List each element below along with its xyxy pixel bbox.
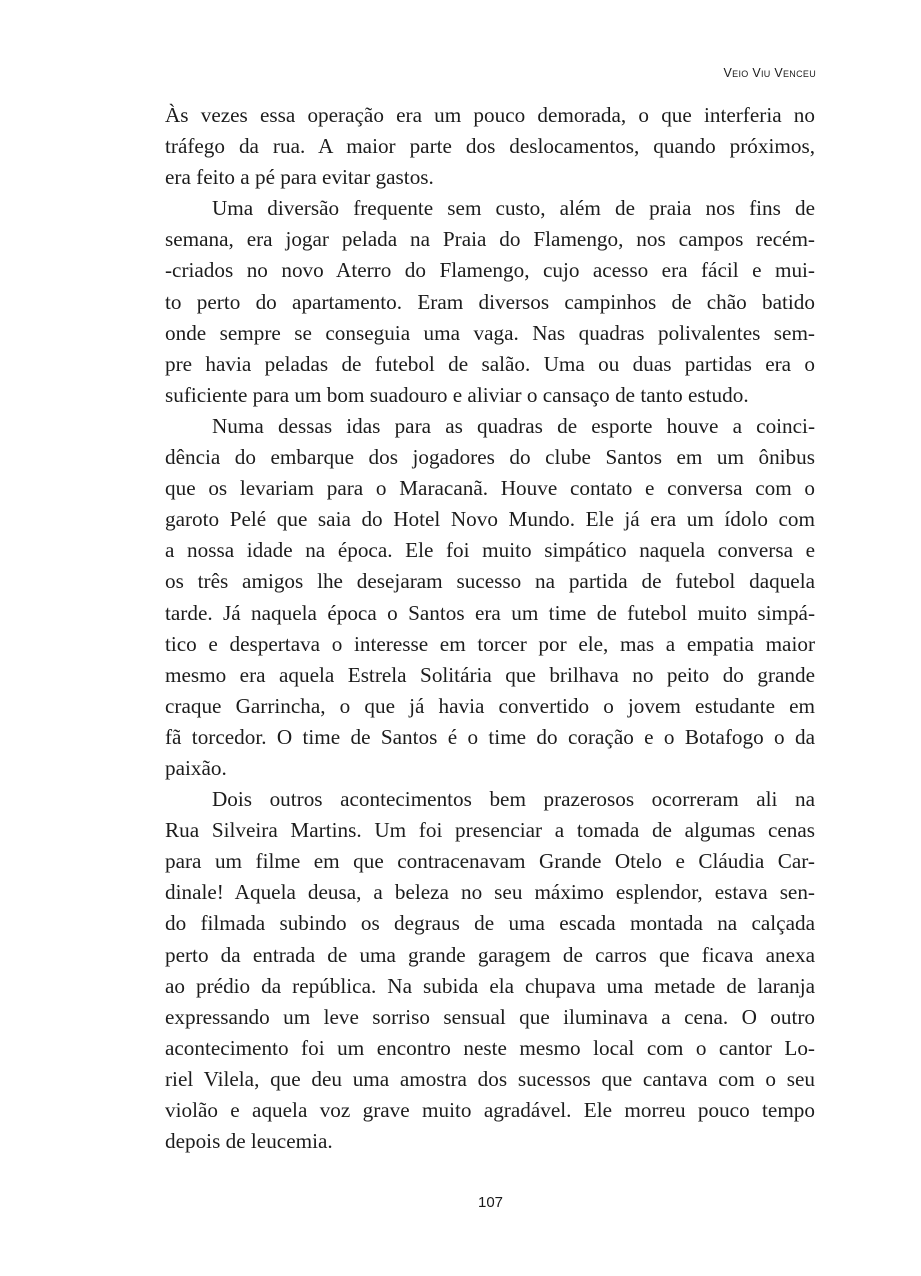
- text-line: dinale! Aquela deusa, a beleza no seu máximo esplendor, estava sen-: [165, 880, 815, 905]
- text-line: os três amigos lhe desejaram sucesso na partida de futebol daquela: [165, 569, 815, 594]
- text-line: violão e aquela voz grave muito agradável. Ele morreu pouco tempo: [165, 1098, 815, 1122]
- text-line: para um filme em que contracenavam Grande Otelo e Cláudia Car-: [165, 849, 815, 874]
- text-line: ao prédio da república. Na subida ela chupava uma metade de laranja: [165, 973, 815, 998]
- text-line: acontecimento foi um encontro neste mesmo local com o cantor Lo-: [165, 1035, 815, 1060]
- text-line: riel Vilela, que deu uma amostra dos sucessos que cantava com o seu: [165, 1066, 815, 1091]
- text-line: expressando um leve sorriso sensual que iluminava a cena. O outro: [165, 1004, 815, 1029]
- text-line: to perto do apartamento. Eram diversos campinhos de chão batido: [165, 289, 815, 314]
- text-line: perto da entrada de uma grande garagem de carros que ficava anexa: [165, 942, 815, 967]
- running-head: Veio Viu Venceu: [723, 66, 816, 80]
- text-line: Às vezes essa operação era um pouco demorada, o que interferia no: [165, 103, 815, 127]
- page-number: 107: [477, 1194, 504, 1211]
- text-line: a nossa idade na época. Ele foi muito simpático naquela conversa e: [165, 538, 815, 563]
- text-line: Rua Silveira Martins. Um foi presenciar a tomada de algumas cenas: [165, 818, 815, 843]
- text-line: -criados no novo Aterro do Flamengo, cujo acesso era fácil e mui-: [165, 258, 815, 283]
- text-line: tarde. Já naquela época o Santos era um time de futebol muito simpá-: [165, 600, 815, 625]
- text-line: fã torcedor. O time de Santos é o time do coração e o Botafogo o da: [165, 724, 815, 749]
- text-line: que os levariam para o Maracanã. Houve contato e conversa com o: [165, 476, 815, 501]
- text-line: depois de leucemia.: [165, 1129, 333, 1154]
- text-line: Numa dessas idas para as quadras de esporte houve a coinci-: [212, 413, 815, 438]
- text-line: craque Garrincha, o que já havia convertido o jovem estudante em: [165, 693, 815, 718]
- text-line: Uma diversão frequente sem custo, além de praia nos fins de: [212, 196, 815, 221]
- text-line: pre havia peladas de futebol de salão. Uma ou duas partidas era o: [165, 351, 815, 376]
- body-text: [165, 100, 815, 1157]
- text-line: Dois outros acontecimentos bem prazerosos ocorreram ali na: [212, 787, 815, 812]
- text-line: onde sempre se conseguia uma vaga. Nas quadras polivalentes sem-: [165, 320, 815, 345]
- text-line: garoto Pelé que saia do Hotel Novo Mundo. Ele já era um ídolo com: [165, 507, 815, 532]
- text-line: suficiente para um bom suadouro e aliviar o cansaço de tanto estudo.: [165, 382, 749, 407]
- text-line: semana, era jogar pelada na Praia do Flamengo, nos campos recém-: [165, 227, 815, 252]
- text-line: era feito a pé para evitar gastos.: [165, 165, 434, 190]
- text-line: do filmada subindo os degraus de uma escada montada na calçada: [165, 911, 815, 936]
- text-line: mesmo era aquela Estrela Solitária que brilhava no peito do grande: [165, 662, 815, 687]
- text-line: tico e despertava o interesse em torcer por ele, mas a empatia maior: [165, 631, 815, 656]
- text-line: paixão.: [165, 755, 227, 780]
- text-line: dência do embarque dos jogadores do clube Santos em um ônibus: [165, 445, 815, 470]
- text-line: tráfego da rua. A maior parte dos deslocamentos, quando próximos,: [165, 134, 815, 159]
